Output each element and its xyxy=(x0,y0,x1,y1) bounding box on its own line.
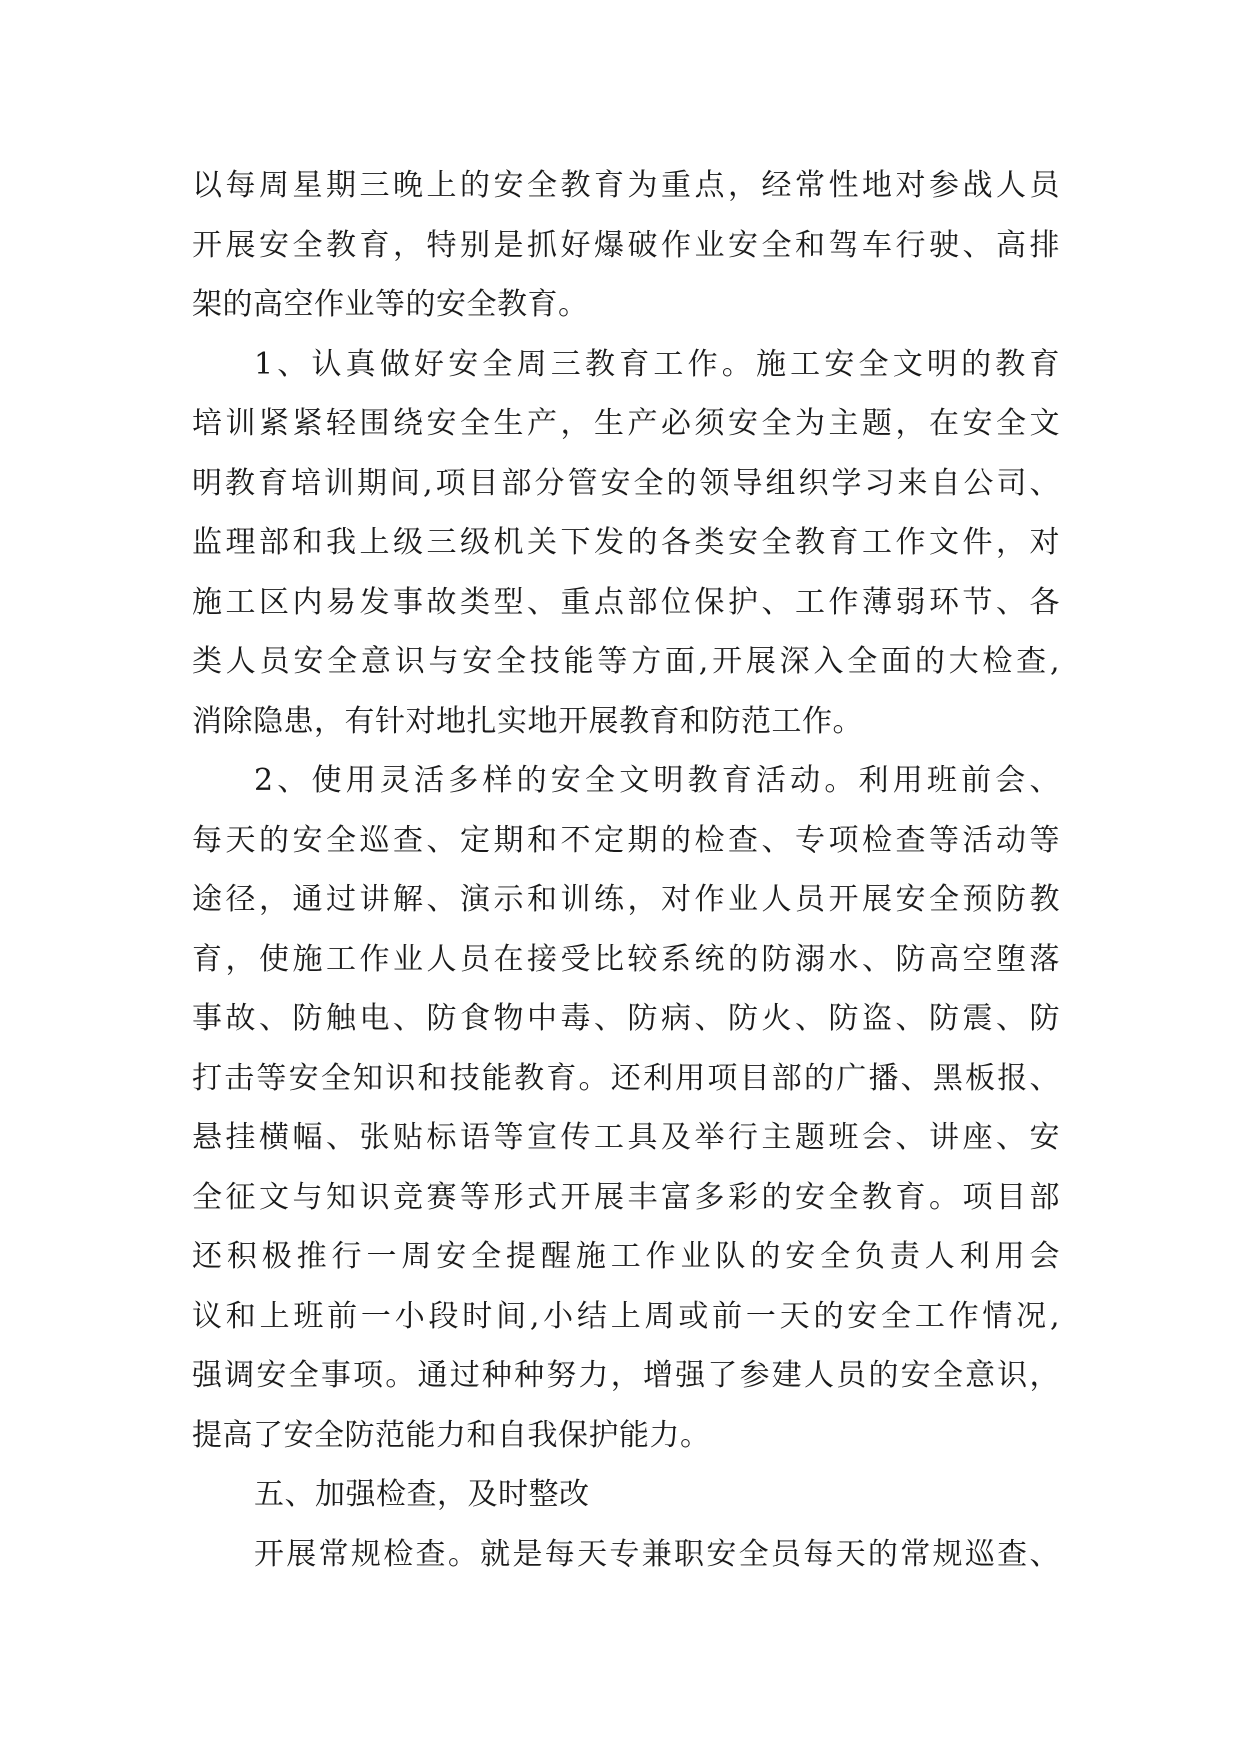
text-line: 悬挂横幅、张贴标语等宣传工具及举行主题班会、讲座、安 xyxy=(192,1120,1060,1155)
text-line: 开展常规检查。就是每天专兼职安全员每天的常规巡查、 xyxy=(254,1536,1060,1572)
text-line: 架的高空作业等的安全教育。 xyxy=(192,287,589,322)
text-line: 五、加强检查，及时整改 xyxy=(254,1477,590,1512)
text-line: 提高了安全防范能力和自我保护能力。 xyxy=(192,1417,711,1453)
text-line: 全征文与知识竞赛等形式开展丰富多彩的安全教育。项目部 xyxy=(192,1179,1060,1215)
document-body xyxy=(192,156,1060,1584)
text-line: 育，使施工作业人员在接受比较系统的防溺水、防高空堕落 xyxy=(192,941,1060,977)
text-line: 强调安全事项。通过种种努力，增强了参建人员的安全意识， xyxy=(192,1358,1060,1393)
text-line: 议和上班前一小段时间,小结上周或前一天的安全工作情况, xyxy=(192,1298,1060,1334)
text-line: 1、认真做好安全周三教育工作。施工安全文明的教育 xyxy=(254,346,1060,382)
text-line: 每天的安全巡查、定期和不定期的检查、专项检查等活动等 xyxy=(192,822,1060,858)
text-line: 事故、防触电、防食物中毒、防病、防火、防盗、防震、防 xyxy=(192,1001,1060,1036)
text-line: 2、使用灵活多样的安全文明教育活动。利用班前会、 xyxy=(254,763,1060,798)
text-line: 类人员安全意识与安全技能等方面,开展深入全面的大检查, xyxy=(192,644,1060,679)
text-line: 打击等安全知识和技能教育。还利用项目部的广播、黑板报、 xyxy=(192,1060,1060,1096)
text-line: 培训紧紧轻围绕安全生产，生产必须安全为主题，在安全文 xyxy=(192,406,1060,441)
text-line: 开展安全教育，特别是抓好爆破作业安全和驾车行驶、高排 xyxy=(192,227,1060,263)
text-line: 消除隐患，有针对地扎实地开展教育和防范工作。 xyxy=(192,703,863,739)
text-line: 监理部和我上级三级机关下发的各类安全教育工作文件，对 xyxy=(192,525,1060,560)
text-line: 途径，通过讲解、演示和训练，对作业人员开展安全预防教 xyxy=(192,882,1060,917)
text-line: 明教育培训期间,项目部分管安全的领导组织学习来自公司、 xyxy=(192,465,1060,501)
text-line: 以每周星期三晚上的安全教育为重点，经常性地对参战人员 xyxy=(192,168,1060,203)
text-line: 还积极推行一周安全提醒施工作业队的安全负责人利用会 xyxy=(192,1239,1060,1274)
text-line: 施工区内易发事故类型、重点部位保护、工作薄弱环节、各 xyxy=(192,584,1060,620)
